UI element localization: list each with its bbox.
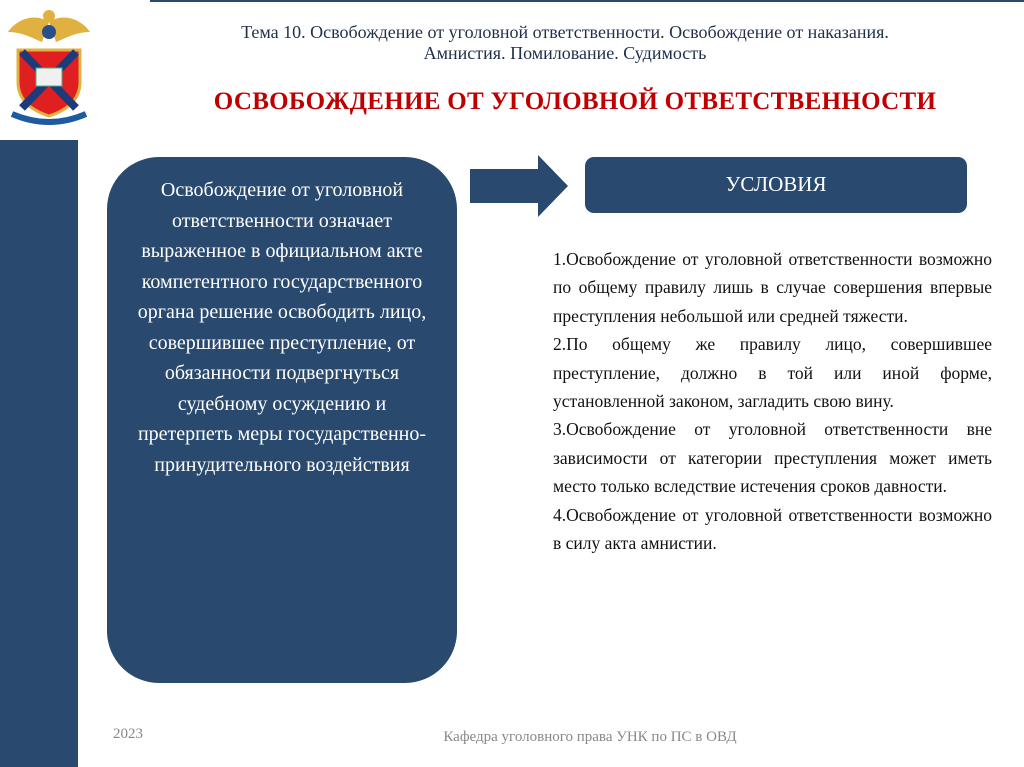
emblem-logo (4, 2, 94, 128)
sidebar-bar (0, 140, 78, 767)
condition-item: 1.Освобождение от уголовной ответственности возможно по общему правилу лишь в случае совершения впервые преступления небольшой или средней тяжести. (553, 249, 992, 326)
topic-title-line2: Амнистия. Помилование. Судимость (423, 43, 707, 63)
definition-box: Освобождение от уголовной ответственности означает выраженное в официальном акте компетентного государственного органа решение освободить лицо, совершившее преступление, от обязанности подвергнуться судебному осуждению и претерпеть меры государственно-принудительного воздействия (107, 157, 457, 683)
conditions-title-box: УСЛОВИЯ (585, 157, 967, 213)
top-divider (150, 0, 1024, 2)
condition-item: 2.По общему же правилу лицо, совершившее преступление, должно в той или иной форме, установленной законом, загладить свою вину. (553, 334, 992, 412)
topic-title (140, 22, 990, 64)
slide-heading: ОСВОБОЖДЕНИЕ ОТ УГОЛОВНОЙ ОТВЕТСТВЕННОСТИ (213, 88, 937, 115)
topic-title-line1: Тема 10. Освобождение от уголовной ответственности. Освобождение от наказания. (241, 22, 889, 42)
condition-item: 3.Освобождение от уголовной ответственности вне зависимости от категории преступления может иметь место только вследствие истечения сроков давности. (553, 419, 992, 497)
footer-year: 2023 (113, 726, 143, 742)
condition-item: 4.Освобождение от уголовной ответственности возможно в силу акта амнистии. (553, 504, 992, 554)
footer-department: Кафедра уголовного права УНК по ПС в ОВД (443, 729, 737, 745)
arrow-right-icon (470, 155, 570, 217)
conditions-list (553, 245, 992, 557)
